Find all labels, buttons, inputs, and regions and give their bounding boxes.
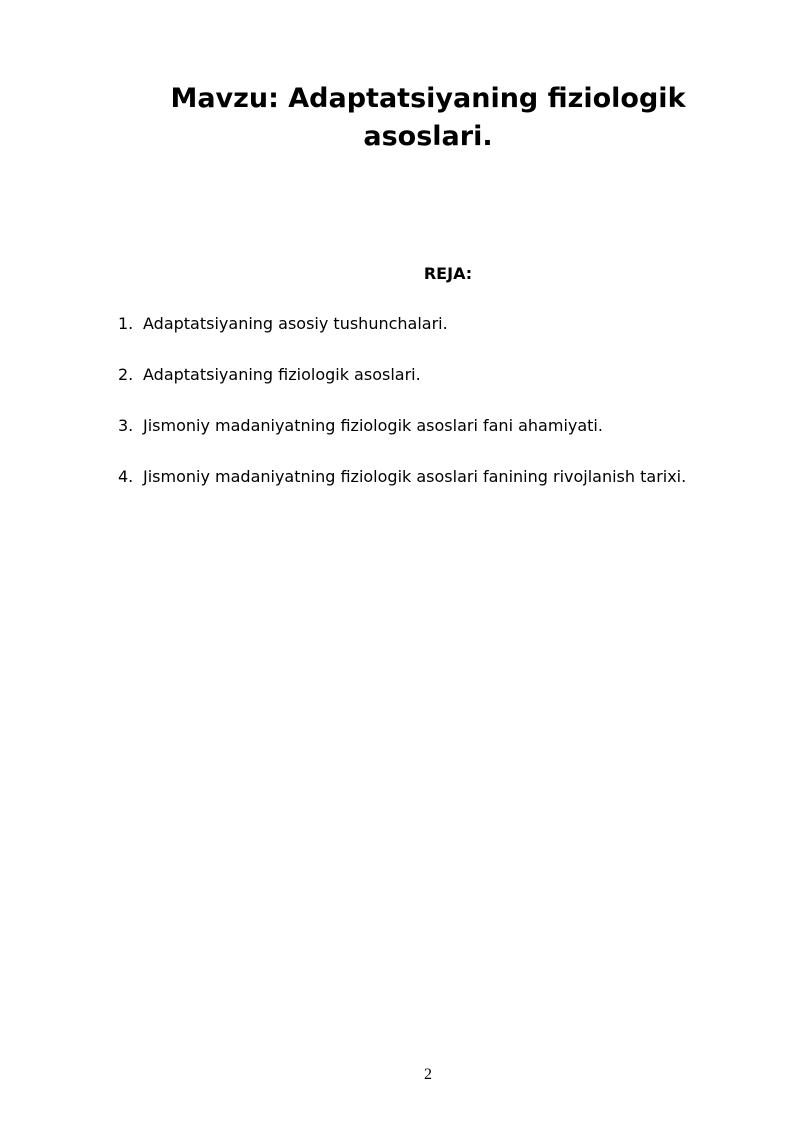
- plan-item-text: Jismoniy madaniyatning fiziologik asoslari fani ahamiyati.: [143, 416, 603, 435]
- plan-item-number: 2.: [118, 365, 134, 384]
- plan-item-number: 3.: [118, 416, 134, 435]
- page-title-line-2: asoslari.: [363, 121, 493, 152]
- plan-item: [118, 364, 778, 386]
- plan-item-number: 4.: [118, 467, 134, 486]
- plan-item-text: Adaptatsiyaning fiziologik asoslari.: [143, 365, 421, 384]
- plan-item-text: Adaptatsiyaning asosiy tushunchalari.: [143, 314, 448, 333]
- plan-heading: REJA:: [423, 264, 473, 283]
- plan-item: [118, 466, 778, 488]
- page-number: 2: [424, 1066, 432, 1083]
- plan-item: [118, 313, 778, 335]
- plan-item: [118, 415, 778, 437]
- plan-item-number: 1.: [118, 314, 134, 333]
- plan-item-text: Jismoniy madaniyatning fiziologik asoslari fanining rivojlanish tarixi.: [143, 467, 687, 486]
- plan-list: [118, 313, 778, 517]
- page-title: [120, 80, 736, 156]
- page-title-line-1: Mavzu: Adaptatsiyaning fiziologik: [170, 83, 686, 114]
